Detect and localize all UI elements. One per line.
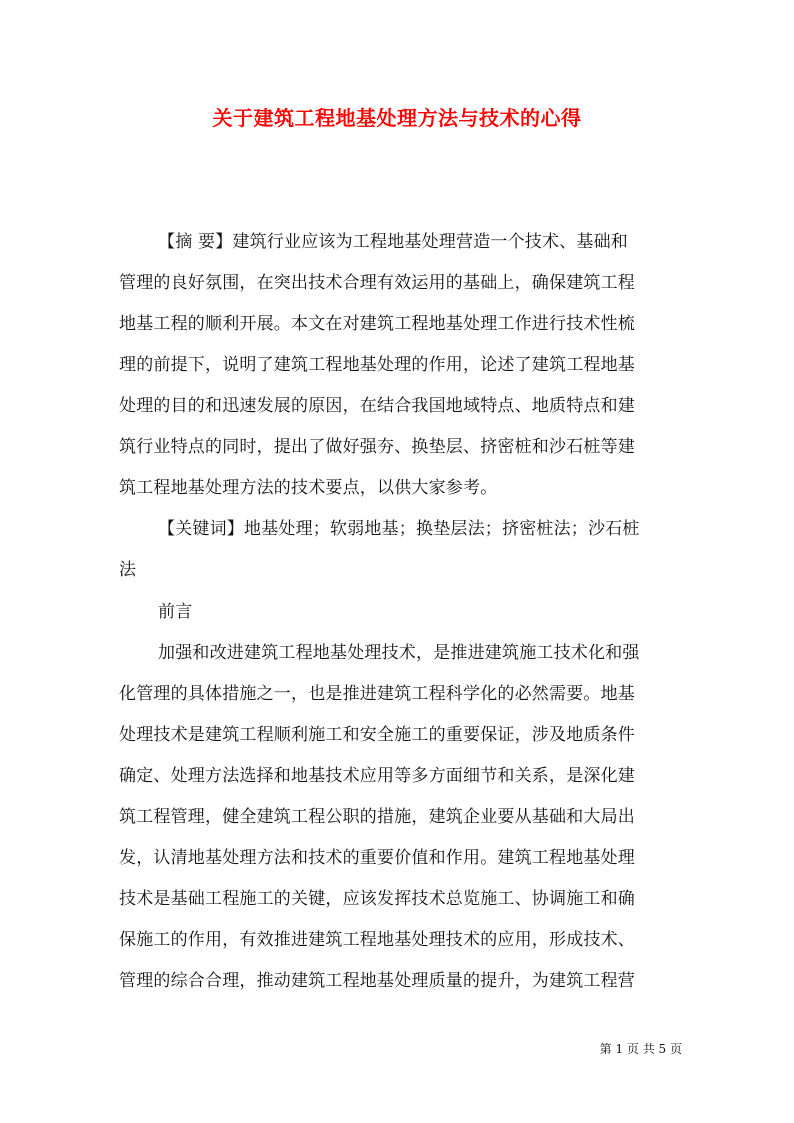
- body-line-9: 管理的综合合理，推动建筑工程地基处理质量的提升，为建筑工程营: [119, 971, 635, 991]
- body-line-2: 化管理的具体措施之一，也是推进建筑工程科学化的必然需要。地基: [119, 684, 635, 704]
- abstract-line-4: 理的前提下，说明了建筑工程地基处理的作用，论述了建筑工程地基: [119, 355, 635, 375]
- body-line-7: 技术是基础工程施工的关键，应该发挥技术总览施工、协调施工和确: [119, 889, 635, 909]
- abstract-line-1: 【摘 要】建筑行业应该为工程地基处理营造一个技术、基础和: [158, 232, 629, 252]
- abstract-line-7: 筑工程地基处理方法的技术要点，以供大家参考。: [119, 478, 498, 498]
- abstract-line-2: 管理的良好氛围，在突出技术合理有效运用的基础上，确保建筑工程: [119, 273, 635, 293]
- page-number-footer: 第 1 页 共 5 页: [599, 1042, 682, 1056]
- abstract-line-5: 处理的目的和迅速发展的原因，在结合我国地域特点、地质特点和建: [119, 396, 635, 416]
- body-line-4: 确定、处理方法选择和地基技术应用等多方面细节和关系，是深化建: [119, 766, 635, 786]
- body-line-5: 筑工程管理，健全建筑工程公职的措施，建筑企业要从基础和大局出: [119, 807, 635, 827]
- body-line-6: 发，认清地基处理方法和技术的重要价值和作用。建筑工程地基处理: [119, 848, 635, 868]
- keywords-line-1: 【关键词】地基处理；软弱地基；换垫层法；挤密桩法；沙石桩: [158, 519, 640, 539]
- abstract-line-6: 筑行业特点的同时，提出了做好强夯、换垫层、挤密桩和沙石桩等建: [119, 437, 635, 457]
- body-line-1: 加强和改进建筑工程地基处理技术，是推进建筑施工技术化和强: [158, 643, 640, 663]
- body-line-8: 保施工的作用，有效推进建筑工程地基处理技术的应用，形成技术、: [119, 930, 635, 950]
- section-heading-preface: 前言: [158, 602, 193, 622]
- document-title: 关于建筑工程地基处理方法与技术的心得: [212, 106, 582, 130]
- body-line-3: 处理技术是建筑工程顺利施工和安全施工的重要保证，涉及地质条件: [119, 725, 635, 745]
- keywords-line-2: 法: [119, 560, 137, 580]
- abstract-line-3: 地基工程的顺利开展。本文在对建筑工程地基处理工作进行技术性梳: [119, 314, 635, 334]
